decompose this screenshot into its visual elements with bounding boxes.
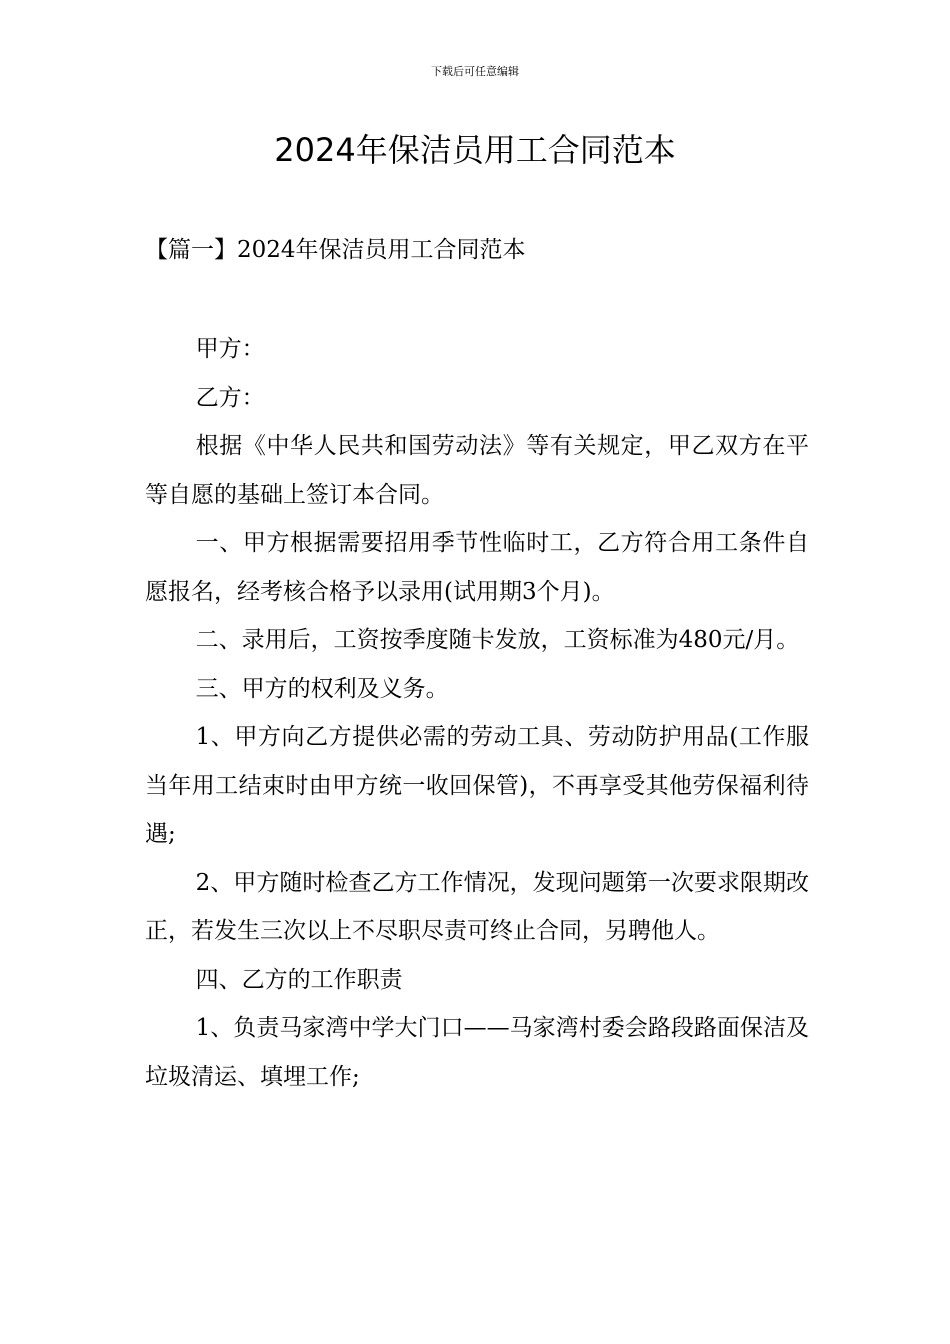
clause-3-item-2: 2、甲方随时检查乙方工作情况，发现问题第一次要求限期改正，若发生三次以上不尽职尽责可终止合同，另聘他人。 bbox=[145, 869, 809, 944]
header-note: 下载后可任意编辑 bbox=[431, 65, 519, 78]
party-b-line: 乙方： bbox=[195, 384, 265, 411]
party-a-line: 甲方： bbox=[195, 336, 265, 362]
document-title: 2024年保洁员用工合同范本 bbox=[274, 131, 676, 169]
clause-4-item-1: 1、负责马家湾中学大门口——马家湾村委会路段路面保洁及垃圾清运、填埋工作; bbox=[145, 1015, 809, 1090]
clause-3-heading: 三、甲方的权利及义务。 bbox=[195, 675, 449, 702]
clause-2-paragraph: 二、录用后，工资按季度随卡发放，工资标准为480元/月。 bbox=[195, 627, 800, 653]
section-heading: 【篇一】2024年保洁员用工合同范本 bbox=[145, 237, 526, 263]
preamble-paragraph: 根据《中华人民共和国劳动法》等有关规定，甲乙双方在平等自愿的基础上签订本合同。 bbox=[145, 433, 809, 508]
contract-body bbox=[145, 325, 809, 1101]
clause-3-item-1: 1、甲方向乙方提供必需的劳动工具、劳动防护用品(工作服当年用工结束时由甲方统一收回保管)，不再享受其他劳保福利待遇; bbox=[145, 724, 809, 847]
clause-1-paragraph: 一、甲方根据需要招用季节性临时工，乙方符合用工条件自愿报名，经考核合格予以录用(试用期3个月)。 bbox=[145, 530, 809, 605]
clause-4-heading: 四、乙方的工作职责 bbox=[195, 966, 403, 993]
